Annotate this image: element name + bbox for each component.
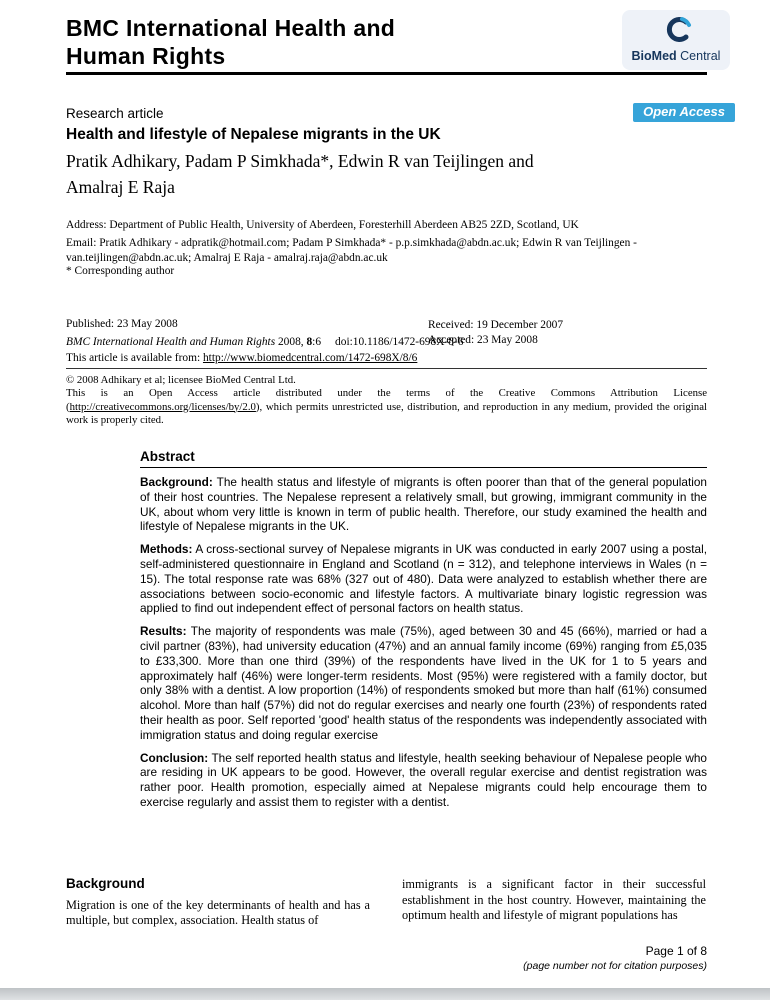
background-column-left [66, 876, 370, 929]
license-text-pre: This is an Open Access article distributed under the terms of the Creative Commons Attribution License ( [66, 387, 707, 413]
page-bottom-edge [0, 988, 770, 1000]
citation-line [66, 336, 463, 348]
abstract-methods-label: Methods: [140, 542, 193, 557]
journal-title-line1: BMC International Health and [66, 15, 396, 41]
published-date: Published: 23 May 2008 [66, 318, 178, 330]
abstract-results-label: Results: [140, 624, 187, 639]
abstract-background [140, 475, 707, 534]
abstract-conclusion-label: Conclusion: [140, 750, 209, 765]
accepted-date: Accepted: 23 May 2008 [428, 334, 538, 346]
abstract-conclusion [140, 751, 707, 810]
abstract-methods-text: A cross-sectional survey of Nepalese migrants in UK was conducted in early 2007 using a postal, self-administered questionnaire in England and Scotland (n = 312), and telephone interviews in Wales (n = 15). The total response rate was 68% (327 out of 480). Data were analyzed to establish whether there are associations between socio-economic and lifestyle factors. A multivariate binary logistic regression was applied to find out independent effect of personal factors on health status. [140, 542, 707, 616]
author-list-line1: Pratik Adhikary, Padam P Simkhada*, Edwin R van Teijlingen and [66, 151, 534, 171]
background-column-right [402, 876, 706, 929]
abstract-heading: Abstract [140, 449, 707, 468]
citation-issue: :6 [312, 336, 322, 348]
corresponding-author-note: * Corresponding author [66, 265, 175, 277]
abstract-background-label: Background: [140, 475, 213, 489]
abstract-results [140, 624, 707, 742]
journal-title-line2: Human Rights [66, 43, 226, 69]
logo-central-text: Central [676, 49, 721, 63]
background-section [66, 876, 707, 929]
article-url-link[interactable]: http://www.biomedcentral.com/1472-698X/8/6 [202, 352, 418, 364]
biomed-central-logo [622, 10, 730, 70]
logo-biomed-text: BioMed [631, 49, 677, 63]
license-paragraph [66, 387, 707, 428]
author-list [66, 148, 696, 200]
journal-title [66, 14, 586, 70]
meta-divider [66, 368, 707, 369]
abstract-methods [140, 542, 707, 616]
open-access-badge[interactable]: Open Access [633, 103, 735, 122]
page-number: Page 1 of 8 [645, 944, 707, 958]
background-left-text: Migration is one of the key determinants of health and has a multiple, but complex, association. Health status of [66, 897, 370, 928]
citation-doi: doi:10.1186/1472-698X-8-6 [335, 336, 464, 348]
abstract-results-text: The majority of respondents was male (75%), aged between 30 and 45 (66%), married or had a civil partner (83%), had university education (47%) and an annual family income (69%) ranging from £5,035 to £33,300. More than one third (39%) of the respondents have lived in the UK for 1 to 5 years and approximately half (46%) were longer-term residents. Most (95%) were registered with a family doctor, but only 38% with a dentist. A low proportion (14%) of respondents smoked but more than half (61%) consumed alcohol. More than half (57%) did not do regular exercises and nearly one fourth (23%) of respondents rated their health as poor. Self reported 'good' health status of the respondents was independently associated with immigration status and doing regular exercise [140, 624, 707, 742]
background-heading: Background [66, 876, 145, 891]
article-type-label: Research article [66, 106, 164, 121]
address-line: Address: Department of Public Health, University of Aberdeen, Foresterhill Aberdeen AB25 2ZD, Scotland, UK [66, 219, 579, 231]
license-url-link[interactable]: http://creativecommons.org/licenses/by/2.0 [69, 400, 256, 413]
citation-year: 2008, [275, 336, 307, 348]
license-text-post: ), which permits unrestricted use, distribution, and reproduction in any medium, provided the original work is properly cited. [66, 400, 707, 426]
author-list-line2: Amalraj E Raja [66, 177, 175, 197]
email-line: Email: Pratik Adhikary - adpratik@hotmail.com; Padam P Simkhada* - p.p.simkhada@abdn.ac.uk; Edwin R van Teijlingen - van.teijlingen@abdn.ac.uk; Amalraj E Raja - amalraj.raja@abdn.ac.uk [66, 237, 637, 264]
citation-volume: 8 [306, 336, 313, 348]
received-date: Received: 19 December 2007 [428, 319, 564, 331]
citation-journal-name: BMC International Health and Human Rights [66, 336, 276, 348]
availability-line [66, 352, 417, 364]
abstract-section [140, 449, 707, 818]
abstract-conclusion-text: The self reported health status and lifestyle, health seeking behaviour of Nepalese people who are residing in UK appears to be good. However, the overall regular exercise and dentist registration was rather poor. Health promotion, especially aimed at Nepalese migrants could help encourage them to exercise regularly and assist them to register with a dentist. [140, 750, 707, 809]
article-title: Health and lifestyle of Nepalese migrants in the UK [66, 126, 441, 143]
biomed-central-wordmark [628, 49, 724, 63]
header-divider [66, 72, 707, 75]
availability-prefix: This article is available from: [66, 352, 203, 364]
citation-note: (page number not for citation purposes) [523, 960, 707, 972]
copyright-line: © 2008 Adhikary et al; licensee BioMed Central Ltd. [66, 374, 296, 386]
background-right-text: immigrants is a significant factor in their successful establishment in the host country. However, maintaining the optimum health and lifestyle of migrant populations has [402, 877, 706, 923]
page-footer [523, 944, 707, 972]
biomed-central-logo-icon [656, 29, 696, 46]
abstract-background-text: The health status and lifestyle of migrants is often poorer than that of the general population of their host countries. The Nepalese represent a relatively small, but growing, immigrant community in the UK, about whom very little is known in term of public health. Therefore, our study examined the health and lifestyle of Nepalese migrants in the UK. [140, 475, 707, 534]
